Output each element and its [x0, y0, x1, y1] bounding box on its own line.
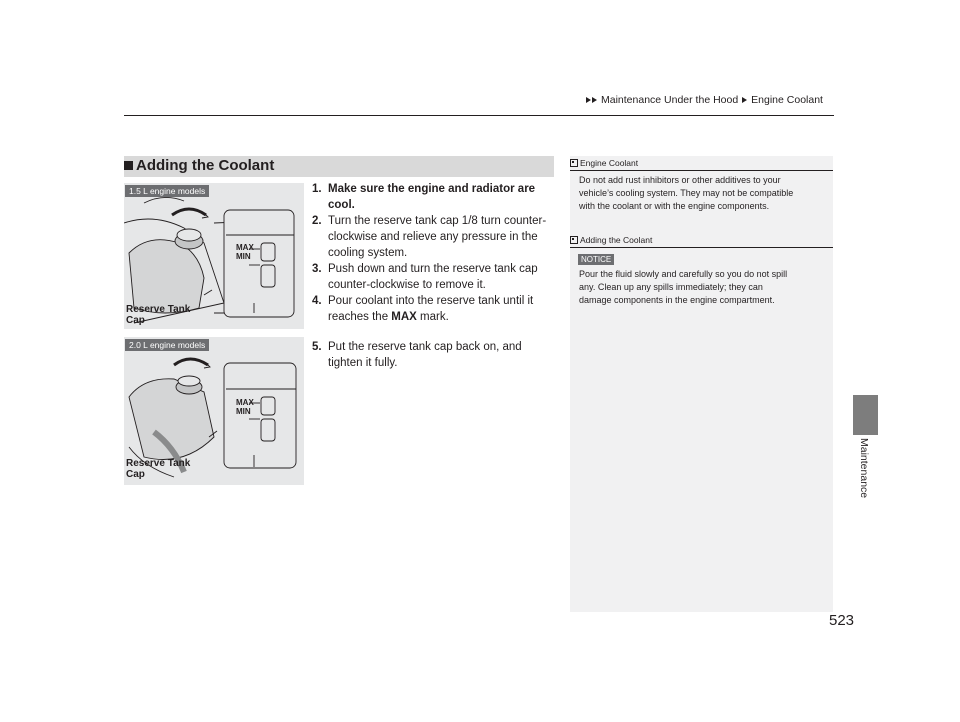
- side-chapter-label: Maintenance: [858, 438, 870, 499]
- breadcrumb-arrow-icon: [592, 97, 597, 103]
- step-4: 4. Pour coolant into the reserve tank until it reaches the MAX mark.: [312, 295, 534, 323]
- step-1: 1. Make sure the engine and radiator are cool.: [312, 183, 536, 211]
- step-5: 5. Put the reserve tank cap back on, and tighten it fully.: [312, 341, 522, 369]
- notes-column: [570, 156, 833, 612]
- max-min-markings: MAX MIN: [236, 398, 254, 416]
- breadcrumb-separator-icon: [742, 97, 747, 103]
- reserve-tank-cap-label: Reserve Tank Cap: [126, 458, 191, 480]
- model-tag: 1.5 L engine models: [125, 185, 209, 197]
- note-body: Pour the fluid slowly and carefully so you do not spill any. Clean up any spills immediately; they can damage components in the engine compartment.: [579, 269, 788, 305]
- header-divider: [124, 115, 834, 116]
- breadcrumb-arrow-icon: [586, 97, 591, 103]
- reference-icon: [570, 236, 578, 244]
- step-3: 3. Push down and turn the reserve tank cap counter-clockwise to remove it.: [312, 263, 538, 291]
- procedure-steps: [312, 181, 562, 371]
- page-number: 523: [829, 612, 855, 629]
- note-heading[interactable]: Engine Coolant: [570, 158, 638, 168]
- note-heading[interactable]: Adding the Coolant: [570, 235, 652, 245]
- section-title: Adding the Coolant: [124, 157, 274, 174]
- side-chapter-tab[interactable]: [853, 395, 878, 435]
- figure-2-0l: [124, 337, 304, 485]
- breadcrumb: [586, 94, 823, 106]
- model-tag: 2.0 L engine models: [125, 339, 209, 351]
- breadcrumb-item[interactable]: Maintenance Under the Hood: [601, 94, 739, 106]
- note-divider: [570, 247, 833, 248]
- note-divider: [570, 170, 833, 171]
- reserve-tank-cap-label: Reserve Tank Cap: [126, 304, 191, 326]
- section-bullet-icon: [124, 161, 133, 170]
- max-min-markings: MAX MIN: [236, 243, 254, 261]
- notice-badge: NOTICE: [578, 254, 614, 265]
- side-chapter-label-wrap: [858, 438, 882, 508]
- reference-icon: [570, 159, 578, 167]
- step-2: 2. Turn the reserve tank cap 1/8 turn counter- clockwise and relieve any pressure in the cooling system.: [312, 215, 547, 259]
- note-body: Do not add rust inhibitors or other additives to your vehicle’s cooling system. They may not be compatible with the coolant or with the engine components.: [579, 175, 794, 211]
- figure-1-5l: [124, 183, 304, 329]
- breadcrumb-item[interactable]: Engine Coolant: [751, 94, 823, 106]
